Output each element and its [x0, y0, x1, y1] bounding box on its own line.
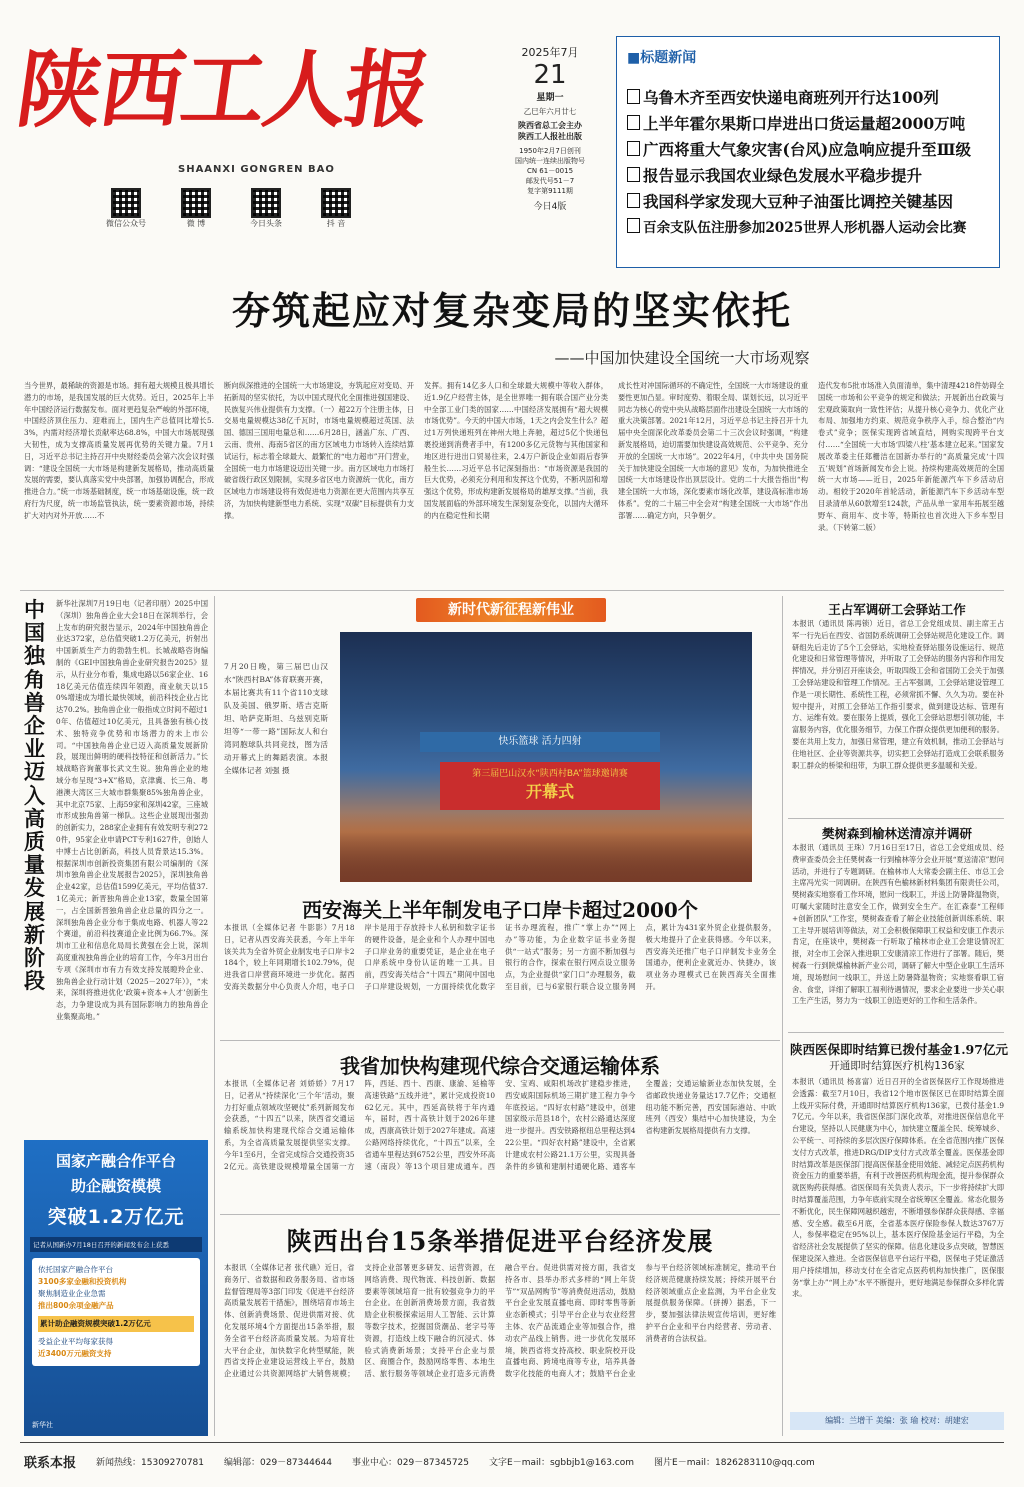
ad-line: 依托国家产融合作平台: [38, 1265, 113, 1274]
cn-number: CN 61－0015: [526, 167, 574, 175]
right-story-1-body: 本报讯（通讯员 陈再锁）近日，省总工会党组成员、副主席王占军一行先后在西安、省国防系统调研工会驿站规范化建设工作。调研组先后走访了5个工会驿站，实地检查驿站服务设施运行、规范化建设和日常管理等情况，并听取了工会驿站的服务内容和作用发挥情况，并分别召开座谈会，听取四级工会和省国防工会关于加强工会驿站建设和管理工作情况。王占军强调，工会驿站建设管理工作是一项长期性、系统性工程，必须常抓不懈、久久为功。要在补短中提升，对照工会驿站工作指引要求，做到建设达标、管理有方、运维有效。要在服务上提质，强化工会驿站思想引领功能，丰富服务内容，优化服务细节，力保工作群众提供更加便利的服务。要在共用上发力，加强日常管理，建立有效机制，推动工会驿站与住地社区、企业等资源共享，切实把工会驿站打造成工会联系服务职工群众的桥梁和纽带，为职工群众提供更多温暖和关爱。: [792, 619, 1004, 770]
lead-headline: 夯筑起应对复杂变局的坚实依托: [231, 288, 792, 333]
xian-customs-headline: 西安海关上半年制发电子口岸卡超过2000个: [302, 898, 698, 922]
footer-hotline[interactable]: 新闻热线：15309270781: [96, 1458, 205, 1468]
qr-code-icon: [321, 188, 351, 218]
ad-panel: [32, 1258, 200, 1366]
qr-code-icon: [251, 188, 281, 218]
footer-email-photo[interactable]: 图片E－mail：1826283110@qq.com: [654, 1458, 815, 1468]
masthead-pinyin: SHAANXI GONGREN BAO: [178, 164, 335, 175]
divider: [214, 596, 215, 1436]
ad-line: 3100多家金融和投资机构: [38, 1277, 127, 1286]
lead-subtitle: ——中国加快建设全国统一大市场观察: [554, 349, 810, 367]
right-story-2-body: 本报讯（通讯员 王珠）7月16日至17日，省总工会党组成员、经费审查委员会主任樊树森一行到榆林等分会业开展“夏送清凉”慰问活动，并进行了专题调研。在榆林市人大常委会副主任、市总工会主席冯光实一同调研。在陕西有色榆林新材料集团有限责任公司，樊树森实地察看工作环境，慰问一线职工，并送上防暑降温物资，叮嘱大家随时注意安全工作，做到安全生产。在汇森泰“工程师+创新团队”工作室，樊树森查看了解企业技能创新训练系统、职工主导开展培训等做法，对工会积极保障职工权益和安康工作表示肯定，在座谈中，樊树森一行听取了榆林市企业工会建设情况汇报，对全市工会深入推进职工安康清凉工作进行了部署。随后，樊树森一行到陕煤榆林新产业公司，调研了解大中型企业职工生活环境，现场慰问一线职工，并送上防暑降温物资；实地察看职工宿舍、食堂，详细了解职工福利待遇情况，要求企业要进一步关心职工生产生活，努力为一线职工创造更好的工作和生活条件。: [792, 843, 1004, 1006]
qr-toutiao[interactable]: [246, 188, 286, 229]
issn-label: 国内统一连续出版物号: [515, 157, 585, 165]
lead-col-3: 发挥。拥有14亿多人口和全球最大规模中等收入群体，近1.9亿户经营主体，是全世界唯一拥有联合国产业分类中全部工业门类的国家……中国经济发展拥有“超大规模市场优势”。今天的中国大市场，1天之内会发生什么？超过1万列快递班列在神州大地上奔驰，超过5亿个快递包裹投递到消费者手中，有1200多亿元货物与其他国家和地区进行进出口贸易往来，2.4万户新设企业如雨后春笋般生长……习近平总书记深刻指出：“市场资源是我国的巨大优势，必须充分利用和发挥这个优势，不断巩固和增强这个优势，形成构建新发展格局的雄厚支撑。”当前，我国发展面临的外部环境发生深刻复杂变化，以国内大循环的内在稳定性和长期: [424, 381, 608, 520]
right-story-3-body: 本报讯（通讯员 杨喜富）近日召开的全省医保医疗工作现场推进会透露：截至7月10日，我省12个地市医保区已在即时结算全面上线开实际付费，开通即时结算医疗机构136家，已拨付基金1.97亿元。今年以来，我省医保部门深化改革，对推进医保信息化平台建设，坚持以人民健康为中心，加快建立覆盖全民、统筹城乡、公平统一、可持续的多层次医疗保障体系。在全省范围内推广医保支付方式改革，推进DRG/DIP支付方式改革全覆盖。医保基金即时结算改革是医保部门提高医保基金使用效能、减轻定点医药机构资金压力的重要举措，有利于改善医药机构现金流，提升参保群众就医购药获得感。省医保局有关负责人表示，下一步将持续扩大即时结算覆盖范围，力争年底前实现全省统筹区全覆盖。常态化服务不断优化，民生保障网越织越密，不断增强参保群众获得感、幸福感、安全感。截至6月底，全省基本医疗保险参保人数达3767万人，参保率稳定在95%以上，基本医疗保险基金运行平稳，为全省经济社会发展提供了坚实的保障。信息化建设多点突破，智慧医保建设深入推进。全省医保信息平台运行平稳，医保电子凭证激活用户持续增加，移动支付在全省定点医药机构加快推广，医保服务“掌上办”“网上办”水平不断提升，更好地满足参保群众多样化需求。: [792, 1077, 1004, 1299]
lead-col-4: 成长性对冲国际循环的不确定性，全国统一大市场建设的重要性更加凸显。审时度势、着眼全局、谋划长远，以习近平同志为核心的党中央从战略层面作出建设全国统一大市场的重大决策部署。2021年12月，习近平总书记主持召开十九届中央全面深化改革委员会第二十三次会议时强调，“构建新发展格局，迫切需要加快建设高效规范、公平竞争、充分开放的全国统一大市场”。2022年4月，《中共中央 国务院关于加快建设全国统一大市场的意见》发布，为加快推进全国统一大市场建设作出顶层设计。党的二十大报告指出“构建全国统一大市场，深化要素市场化改革，建设高标准市场体系”。党的二十届三中全会对“构建全国统一大市场”作出部署……确定方向，只争朝夕。: [618, 381, 808, 520]
qr-code-icon: [181, 188, 211, 218]
traffic-body: 本报讯（全媒体记者 刘娇娇）7月17日，记者从“持续深化‘三个年’活动，聚力打好重点领域攻坚硬仗”系列新闻发布会获悉，“十四五”以来，陕西省交通运输系统加快构建现代综合交通运输体系，为全省高质量发展提供坚实支撑。今年1至6月，全省完成综合交通投资352亿元。高铁建设规模增量全国第一方阵，西延、西十、西康、康渝、延榆等高速铁路“五线并进”，累计完成投资1062亿元。其中，西延高铁将于年内通车，届时，西十高铁计划于2026年建成，西康高铁计划于2027年建成。高速公路网络持续优化，“十四五”以来，全省通车里程达到6752公里，西安外环高速（南段）等13个项目建成通车。西安、宝鸡、咸阳机场改扩建稳步推进，西安咸阳国际机场三期扩建工程力争今年底投运。“四好农村路”建设中，创建国家级示范县18个，农村公路通达深度进一步提升。西安铁路枢纽总里程达到422公里。“四好农村路”建设中，全省累计建成农村公路21.1万公里，实现具备条件的乡镇和建制村通硬化路、通客车全覆盖；交通运输新业态加快发展，全省邮政快递业务量达17.7亿件；交通枢纽功能不断完善，西安国际港站、中欧班列（西安）集结中心加快建设，为全省构建新发展格局提供有力支撑。: [224, 1079, 776, 1171]
right-story-2-headline: 樊树森到榆林送清凉并调研: [821, 826, 972, 841]
photo-sign-main: [440, 762, 660, 810]
footer-label: 联系本报: [24, 1456, 77, 1471]
platform-headline: 陕西出台15条举措促进平台经济发展: [286, 1227, 714, 1256]
qr-row: [106, 188, 356, 229]
traffic-headline: 我省加快构建现代综合交通运输体系: [340, 1054, 660, 1078]
qr-label: 抖 音: [326, 219, 346, 228]
divider: [220, 1040, 780, 1041]
lead-col-5: 造代发布5批市场准入负面清单，集中清理4218件妨碍全国统一市场和公平竞争的规定和做法；开展新出台政策与宏观政策取向一致性评估；从提升核心竞争力、优化产业布局、加强地方约束、规范竞争秩序入手，综合整治“内卷式”竞争；医保实现跨省域直结，网购实现跨平台支付……“全国统一大市场‘四梁八柱’基本建立起来。”国家发展改革委主任郑栅洁在国新办举行的“高质量完成‘十四五’规划”首场新闻发布会上说。持续构建高效规范的全国统一大市场——近日，2025年新能源汽车下乡活动启动。相较于2020年首轮活动，新能源汽车下乡活动车型目录清单从60款增至124款，产品从单一家用车拓展至越野车、商用车、皮卡等，特斯拉也首次进入下乡车型目录。（下转第二版）: [818, 381, 1004, 532]
date-year-month: 2025年7月: [521, 46, 579, 59]
xian-customs-body: 本报讯（全媒体记者 牛影影）7月18日，记者从西安海关获悉，今年上半年该关共为全省外贸企业制发电子口岸卡2184个，较上年同期增长102.79%，促进我省口岸营商环境进一步优化。据西安海关数据分中心负责人介绍，电子口岸卡是用于存放持卡人私钥和数字证书的硬件设备，是企业和个人办理中国电子口岸业务的重要凭证，是企业在电子口岸系统中身份认证的唯一工具。目前，西安海关结合“十四五”期间中国电子口岸建设规划，一方面持续优化数字证书办理流程，推广“掌上办”“网上办”等功能，为企业数字证书业务提供“一站式”服务；另一方面不断加强与银行的合作，探索在银行网点设立服务点，为企业提供“家门口”办理服务，截至目前，已与6家银行联合设立服务网点，累计为431家外贸企业提供服务，极大地提升了企业获得感。今年以来，西安海关还推广电子口岸制发卡业务全国通办，便利企业就近办、快捷办，该项业务办理模式已在陕西海关全面推开。: [224, 923, 776, 991]
headline-item[interactable]: 广西将重大气象灾害(台风)应急响应提升至Ⅲ级: [627, 137, 997, 163]
headline-item[interactable]: 报告显示我国农业绿色发展水平稳步提升: [627, 163, 997, 189]
ad-title-3: 突破1.2万亿元: [47, 1206, 185, 1228]
qr-label: 微 博: [186, 219, 206, 228]
divider: [220, 1214, 780, 1215]
divider: [788, 818, 1004, 819]
postal-code: 邮发代号51－7: [525, 177, 575, 185]
founded: 1950年2月7日创刊: [519, 147, 581, 155]
platform-body: 本报讯（全媒体记者 张代礁）近日，省商务厅、省数据和政务服务局、省市场监督管理局等3部门印发《促进平台经济高质量发展若干措施》，围绕培育市场主体、创新消费场景、促进供需对接、优化发展环境4个方面提出15条举措，服务全省平台经济高质量发展。为培育壮大平台企业，加快数字化转型赋能，陕西省支持企业建设运营线上平台，鼓励企业通过公共资源网络扩大销售规模；支持企业部署更多研发、运营资源，在网络消费、现代物流、科技创新、数据要素等领域培育一批有较强竞争力的平台企业。在创新消费场景方面，我省鼓励企业积极探索运用人工智能、云计算等数字技术，挖掘国货潮品、老字号等资源，打造线上线下融合的沉浸式、体验式消费新场景；支持平台企业与景区、商圈合作，鼓励网络零售、本地生活、旅行服务等领域企业打造多元消费融合平台。促进供需对接方面，我省支持各市、县举办形式多样的“网上年货节”“双品网购节”等消费促进活动，鼓励平台企业发展直播电商、即时零售等新业态新模式；引导平台企业与农业经营主体、农产品流通企业等加强合作，推动农产品线上销售。进一步优化发展环境，陕西省将支持高校、职业院校开设直播电商、跨境电商等专业，培养具备数字化技能的电商人才；鼓励平台企业参与平台经济领域标准制定，推动平台经济规范健康持续发展；持续开展平台经济领域重点企业监测，为平台企业发展提供服务保障。（拼搏）据悉，下一步，要加强法律法规宣传培训，更好维护平台企业和平台内经营者、劳动者、消费者的合法权益。: [224, 1263, 776, 1379]
editor-credits: 编辑：兰增干 美编：张 瑜 校对：胡建宏: [790, 1412, 1004, 1430]
ad-line: 受益企业平均每家获得: [38, 1337, 113, 1346]
ad-line: 近3400万元融资支持: [38, 1349, 112, 1358]
basketball-photo[interactable]: [340, 632, 752, 882]
photo-caption: 7月20日晚，第三届巴山汉水“陕西村BA”体育联赛开赛，本届比赛共有11个省110支球队及美国、俄罗斯、塔吉克斯坦、哈萨克斯坦、乌兹别克斯坦等“一带一路”国际友人和台湾同胞球队共同竞技，图为活动开幕式上的舞蹈表演。本报全媒体记者 刘强 摄: [224, 662, 328, 775]
right-story-3-subtitle: 开通即时结算医疗机构136家: [829, 1060, 965, 1072]
masthead-title: 陕西工人报: [11, 40, 436, 139]
ad-title-1: 国家产融合作平台: [55, 1152, 176, 1170]
divider: [782, 596, 783, 1436]
divider: [20, 590, 1004, 591]
photo-sign-top: 快乐篮球 活力四射: [420, 732, 660, 752]
headlines-box-title: ■标题新闻: [627, 50, 697, 66]
footer-bar: [24, 1452, 1004, 1471]
footer-rule: [20, 1442, 1004, 1443]
headlines-box: [616, 36, 1000, 268]
qr-wechat[interactable]: [106, 188, 146, 229]
divider: [788, 1032, 1004, 1033]
ad-title-2: 助企融资模模: [70, 1177, 161, 1195]
ad-subline: 记者从国新办7月18日召开的新闻发布会上获悉: [30, 1237, 202, 1252]
qr-label: 微信公众号: [106, 219, 146, 228]
headline-item[interactable]: 百余支队伍注册参加2025世界人形机器人运动会比赛: [627, 215, 997, 241]
unicorn-body: 新华社深圳7月19日电（记者印朋）2025中国（深圳）独角兽企业大会18日在深圳举行，会上发布的研究报告显示，2024年中国独角兽企业达372家，总估值突破1.2万亿美元，折射出中国新质生产力的勃勃生机。长城战略咨询编制的《GEI中国独角兽企业研究报告2025》显示，从行业分布看，集成电路以56家企业、1618亿美元估值连续四年领跑，商业航天以150%增速成为增长最快领域，前沿科技企业占比达70.2%。独角兽企业一般指成立时间不超过10年、估值超过10亿美元，且具备独有核心技术、独特竞争优势和市场潜力的未上市公司。“中国独角兽企业已迈入高质量发展新阶段，展现出鲜明的硬科技特征和创新活力。”长城战略咨询董事长武文生说。独角兽企业的地域分布呈现“3+X”格局，京津冀、长三角、粤港澳大湾区三大城市群集聚85%独角兽企业，其中北京75家、上海59家和深圳42家，三座城市形成独角兽第一梯队。这些企业展现出强劲的创新实力，288家企业拥有有效发明专利2720件，95家企业申请PCT专利1627件，创始人中博士占比创新高，科技人员背景达15.3%。根据深圳市创新投资集团有限公司编制的《深圳市独角兽企业发展报告2025》，深圳独角兽企业42家，总估值1599亿美元，平均估值37.1亿美元；新晋独角兽企业13家，数量全国第一，占全国新晋独角兽企业总量的四分之一。深圳独角兽企业分布于集成电路、机器人等22个赛道，前沿科技赛道企业比例为66.7%。深圳市工业和信息化局局长黄强在会上说，深圳高度重视独角兽企业的培育工作，今年3月出台专项《深圳市市有力有效支持发展瞪羚企业、独角兽企业行动计划（2025－2027年）》，“未来，深圳将推进优化‘政策+资本+人才’创新生态，力争建设成为具有国际影响力的独角兽企业集聚高地。”: [56, 599, 208, 1021]
footer-email-text[interactable]: 文字E－mail：sgbbjb1@163.com: [489, 1458, 635, 1468]
lead-col-1: 当今世界，最稀缺的资源是市场。拥有超大规模且极具增长潜力的市场，是我国发展的巨大优势。近日，2025年上半年中国经济运行数据发布。面对更趋复杂严峻的外部环境，中国经济顶住压力、迎难而上，国内生产总值同比增长5.3%，内需对经济增长贡献率达68.8%，中国大市场展现强大韧性，成为支撑高质量发展再优势的关键力量。7月1日，习近平总书记主持召开中央财经委员会第六次会议时强调：“建设全国统一大市场是构建新发展格局，推动高质量发展的需要，要认真落实党中央部署，加强协调配合，形成推进合力。”统一市场基础制度，统一市场基础设施，统一政府行为尺度，统一市场监管执法，统一要素资源市场，持续扩大对内对外开放……不: [24, 381, 214, 520]
date-lunar: 乙巳年六月廿七: [523, 107, 577, 116]
date-day: 21: [533, 60, 567, 90]
footer-editorial[interactable]: 编辑部：029－87344644: [224, 1458, 333, 1468]
page-count: 今日4版: [533, 202, 567, 212]
headlines-list: [627, 85, 997, 241]
headline-item[interactable]: 乌鲁木齐至西安快递电商班列开行达100列: [627, 85, 997, 111]
headline-item[interactable]: 上半年霍尔果斯口岸进出口货运量超2000万吨: [627, 111, 997, 137]
section-banner: 新时代新征程新伟业: [416, 598, 606, 622]
photo-sign-open: 开幕式: [525, 782, 574, 801]
date-weekday: 星期一: [536, 93, 564, 103]
date-column: [500, 44, 600, 212]
right-story-3-headline: 陕西医保即时结算已拨付基金1.97亿元: [790, 1042, 1008, 1057]
publisher-2: 陕西工人报社出版: [518, 132, 582, 141]
qr-weibo[interactable]: [176, 188, 216, 229]
footer-business[interactable]: 事业中心：029－87345725: [352, 1458, 470, 1468]
qr-label: 今日头条: [250, 219, 282, 228]
ad-line: 累计助企融资规模突破1.2万亿元: [38, 1316, 194, 1332]
ad-footer: 新华社: [32, 1421, 53, 1429]
unicorn-headline: 中国独角兽企业迈入高质量发展新阶段: [24, 597, 45, 994]
issue-number: 复字第9111期: [527, 187, 573, 195]
finance-ad[interactable]: [24, 1140, 208, 1436]
photo-crowd: [340, 812, 752, 882]
right-story-1-headline: 王占军调研工会驿站工作: [828, 602, 966, 617]
lead-col-2: 断向纵深推进的全国统一大市场建设，夯筑起应对变局、开拓新局的坚实依托，为以中国式现代化全面推进强国建设、民族复兴伟业提供有力支撑。（一）超22万个注册主体，日交易电量规模达38亿千瓦时，市场电量规模超过英国、法国、德国三国用电量总和……6月28日，涵盖广东、广西、云南、贵州、海南5省区的南方区域电力市场转入连续结算试运行，标志着全球最大、最繁忙的“电力超市”开门营业，全国统一电力市场建设迈出关键一步。南方区域电力市场打破省级行政区划限制，实现多省区电力资源统一优化，南方区域电力市场建设将有效促进电力资源在更大范围内共享互济，为加快构建新型电力系统、实现“双碳”目标提供有力支撑。: [224, 381, 414, 520]
photo-sign-main-text: 第三届巴山汉水“陕西村BA”篮球邀请赛: [472, 769, 628, 779]
qr-code-icon: [111, 188, 141, 218]
publisher-1: 陕西省总工会主办: [518, 121, 582, 130]
ad-line: 聚焦制造业企业急需: [38, 1289, 106, 1298]
headline-item[interactable]: 我国科学家发现大豆种子油蛋比调控关键基因: [627, 189, 997, 215]
qr-douyin[interactable]: [316, 188, 356, 229]
ad-line: 推出800余项金融产品: [38, 1301, 114, 1310]
